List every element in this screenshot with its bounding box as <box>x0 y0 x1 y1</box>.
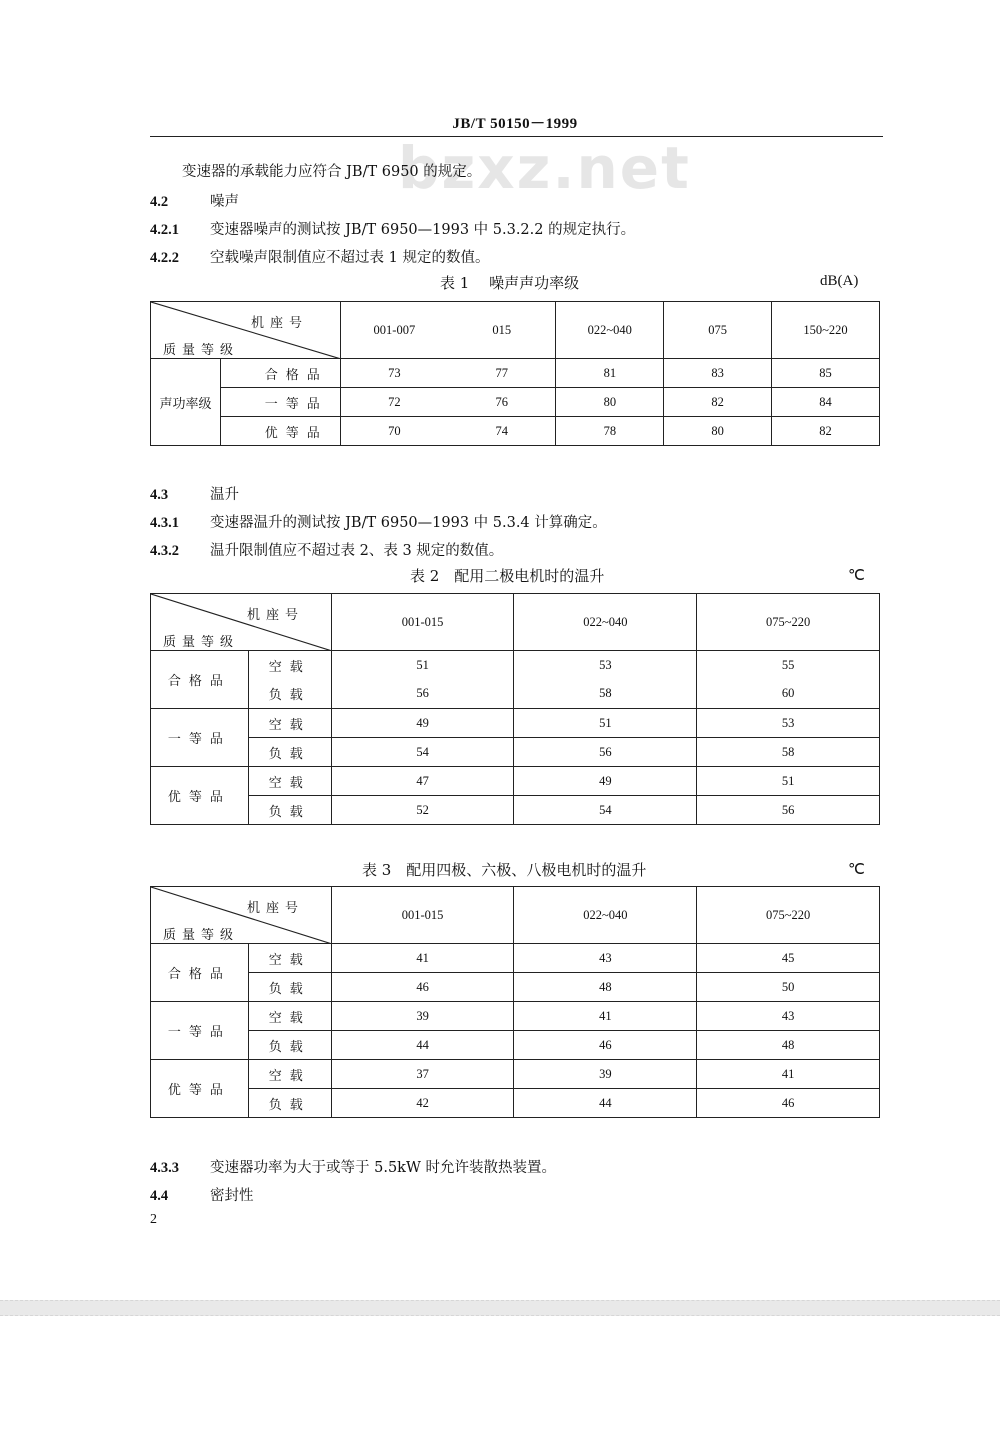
table1-grade: 优等品 <box>220 417 340 446</box>
table3-cell: 46 <box>514 1031 697 1060</box>
table1-cell: 81 <box>556 359 664 388</box>
table3-cell: 48 <box>697 1031 880 1060</box>
table1-grade: 一等品 <box>220 388 340 417</box>
table2-caption: 表 2 配用二极电机时的温升 <box>410 567 605 585</box>
section-number: 4.3.3 <box>150 1160 179 1176</box>
corner-bottom-label: 质量等级 <box>163 343 240 358</box>
table1-grade: 合格品 <box>220 359 340 388</box>
table2-cell: 54 <box>514 796 697 825</box>
table3-unit: ℃ <box>848 862 865 878</box>
page-separator-band <box>0 1300 1000 1316</box>
table2-cell: 53 <box>514 651 697 680</box>
corner-bottom-label: 质量等级 <box>163 635 240 650</box>
table2-cell: 51 <box>514 709 697 738</box>
corner-bottom-label: 质量等级 <box>163 928 240 943</box>
table3-cell: 48 <box>514 973 697 1002</box>
table2-cell: 51 <box>331 651 514 680</box>
section-4-2-2 <box>150 246 489 267</box>
table3-load: 负载 <box>248 1089 331 1118</box>
table2-load: 空载 <box>248 767 331 796</box>
table3-cell: 39 <box>331 1002 514 1031</box>
table3-caption: 表 3 配用四极、六极、八极电机时的温升 <box>362 861 647 879</box>
table2-load: 负载 <box>248 796 331 825</box>
table3-load: 空载 <box>248 1002 331 1031</box>
table2-grade: 一等品 <box>151 709 249 767</box>
section-number: 4.4 <box>150 1188 169 1204</box>
table2-load: 空载 <box>248 651 331 680</box>
section-text: 变速器温升的测试按 JB/T 6950—1993 中 5.3.4 计算确定。 <box>210 515 607 531</box>
table1-unit: dB(A) <box>820 273 859 289</box>
table2-cell: 56 <box>514 738 697 767</box>
section-4-3-3 <box>150 1156 556 1177</box>
section-text: 变速器噪声的测试按 JB/T 6950—1993 中 5.3.2.2 的规定执行。 <box>210 222 636 238</box>
table2-grade: 合格品 <box>151 651 249 709</box>
table2-cell: 58 <box>697 738 880 767</box>
table1-cell: 76 <box>448 388 556 417</box>
table1-cell: 83 <box>664 359 772 388</box>
section-number: 4.3 <box>150 487 169 503</box>
table1-noise <box>150 301 880 446</box>
table3-cell: 41 <box>697 1060 880 1089</box>
table3-corner-cell <box>151 887 332 944</box>
table2-cell: 56 <box>331 680 514 709</box>
section-4-2 <box>150 190 239 211</box>
table3-cell: 39 <box>514 1060 697 1089</box>
header-rule <box>150 136 883 137</box>
table1-col-header: 150~220 <box>772 302 880 359</box>
table2-cell: 56 <box>697 796 880 825</box>
section-number: 4.3.2 <box>150 543 179 559</box>
table3-grade: 优等品 <box>151 1060 249 1118</box>
table3-cell: 46 <box>331 973 514 1002</box>
table2-cell: 47 <box>331 767 514 796</box>
table2-corner-cell <box>151 594 332 651</box>
table1-corner-cell <box>151 302 341 359</box>
table3-load: 负载 <box>248 973 331 1002</box>
section-4-3-2 <box>150 539 503 560</box>
table2-cell: 58 <box>514 680 697 709</box>
table3-grade: 合格品 <box>151 944 249 1002</box>
table3-grade: 一等品 <box>151 1002 249 1060</box>
table3-cell: 46 <box>697 1089 880 1118</box>
corner-top-label: 机座号 <box>251 316 309 331</box>
table2-cell: 52 <box>331 796 514 825</box>
table3-temp-rise-4-6-8pole <box>150 886 880 1118</box>
table3-load: 负载 <box>248 1031 331 1060</box>
watermark: bzxz.net <box>398 134 691 202</box>
corner-top-label: 机座号 <box>247 608 305 623</box>
table3-cell: 43 <box>697 1002 880 1031</box>
table3-cell: 44 <box>514 1089 697 1118</box>
table2-load: 负载 <box>248 680 331 709</box>
section-4-2-1 <box>150 218 635 239</box>
table3-cell: 41 <box>331 944 514 973</box>
section-title: 温升 <box>210 487 239 503</box>
table1-cell: 82 <box>772 417 880 446</box>
section-text: 空载噪声限制值应不超过表 1 规定的数值。 <box>210 250 490 266</box>
table3-cell: 42 <box>331 1089 514 1118</box>
table3-cell: 44 <box>331 1031 514 1060</box>
table2-cell: 49 <box>331 709 514 738</box>
table2-temp-rise-2pole <box>150 593 880 825</box>
table1-cell: 73 <box>340 359 448 388</box>
table3-load: 空载 <box>248 1060 331 1089</box>
table1-col-header: 022~040 <box>556 302 664 359</box>
table1-col-header: 075 <box>664 302 772 359</box>
standard-number-header: JB/T 50150－1999 <box>452 116 578 132</box>
table2-cell: 55 <box>697 651 880 680</box>
section-number: 4.3.1 <box>150 515 179 531</box>
page-number: 2 <box>150 1212 157 1227</box>
table1-col-header: 015 <box>448 302 556 359</box>
table3-load: 空载 <box>248 944 331 973</box>
table2-cell: 53 <box>697 709 880 738</box>
section-4-3 <box>150 483 239 504</box>
table1-group-label: 声功率级 <box>151 359 221 446</box>
table2-cell: 51 <box>697 767 880 796</box>
table1-caption: 表 1 噪声声功率级 <box>440 274 580 292</box>
section-title: 密封性 <box>210 1188 254 1204</box>
corner-top-label: 机座号 <box>247 901 305 916</box>
table1-cell: 80 <box>664 417 772 446</box>
table2-cell: 54 <box>331 738 514 767</box>
section-4-4 <box>150 1184 254 1205</box>
table1-cell: 77 <box>448 359 556 388</box>
table3-cell: 41 <box>514 1002 697 1031</box>
section-text: 变速器功率为大于或等于 5.5kW 时允许装散热装置。 <box>210 1160 556 1176</box>
section-4-3-1 <box>150 511 607 532</box>
table2-cell: 60 <box>697 680 880 709</box>
section-text: 温升限制值应不超过表 2、表 3 规定的数值。 <box>210 543 504 559</box>
table2-unit: ℃ <box>848 568 865 584</box>
table1-cell: 84 <box>772 388 880 417</box>
table3-col-header: 022~040 <box>514 887 697 944</box>
table1-cell: 82 <box>664 388 772 417</box>
paragraph-load-capacity: 变速器的承载能力应符合 JB/T 6950 的规定。 <box>182 164 482 180</box>
table3-cell: 43 <box>514 944 697 973</box>
table2-grade: 优等品 <box>151 767 249 825</box>
table2-col-header: 075~220 <box>697 594 880 651</box>
table1-cell: 70 <box>340 417 448 446</box>
table1-cell: 78 <box>556 417 664 446</box>
table1-cell: 85 <box>772 359 880 388</box>
table3-col-header: 075~220 <box>697 887 880 944</box>
table3-cell: 50 <box>697 973 880 1002</box>
section-number: 4.2.1 <box>150 222 179 238</box>
section-title: 噪声 <box>210 194 239 210</box>
table2-load: 负载 <box>248 738 331 767</box>
table3-cell: 37 <box>331 1060 514 1089</box>
table3-col-header: 001-015 <box>331 887 514 944</box>
table1-cell: 74 <box>448 417 556 446</box>
table2-cell: 49 <box>514 767 697 796</box>
section-number: 4.2.2 <box>150 250 179 266</box>
section-number: 4.2 <box>150 194 169 210</box>
table1-cell: 80 <box>556 388 664 417</box>
table1-col-header: 001-007 <box>340 302 448 359</box>
table2-col-header: 001-015 <box>331 594 514 651</box>
table1-cell: 72 <box>340 388 448 417</box>
table3-cell: 45 <box>697 944 880 973</box>
table2-col-header: 022~040 <box>514 594 697 651</box>
table2-load: 空载 <box>248 709 331 738</box>
